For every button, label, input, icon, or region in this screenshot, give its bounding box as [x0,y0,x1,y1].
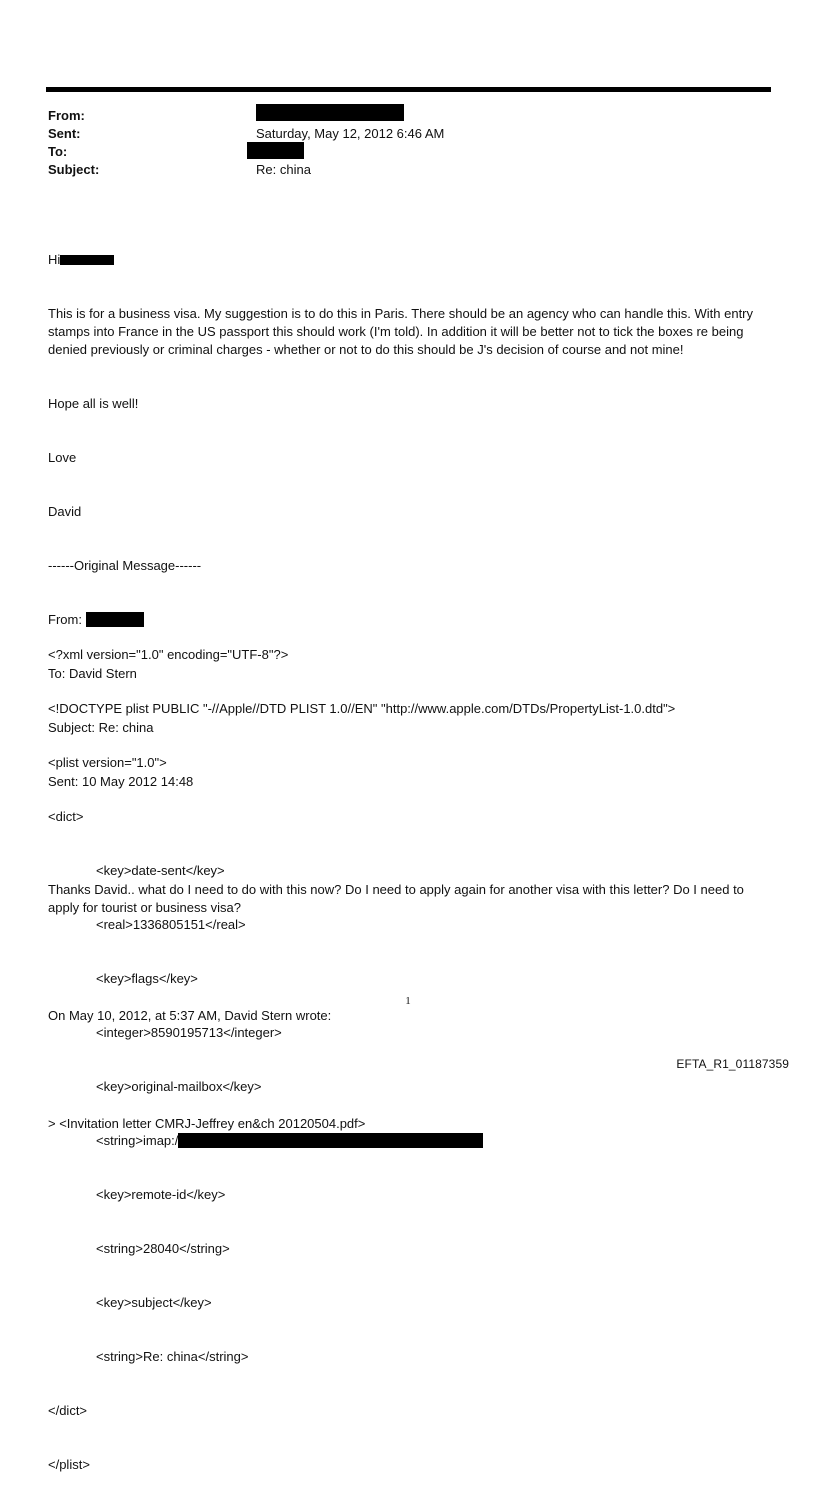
plist-entry: <string>Re: china</string> [96,1349,249,1364]
hope-line: Hope all is well! [48,396,139,411]
original-sent: Sent: 10 May 2012 14:48 [48,774,194,789]
quote-intro: On May 10, 2012, at 5:37 AM, David Stern wrote: [48,1008,332,1023]
plist-close: </plist> [48,1457,90,1472]
plist-open: <plist version="1.0"> [48,755,167,770]
sent-value: Saturday, May 12, 2012 6:46 AM [256,126,445,141]
plist-entry: <string>28040</string> [96,1241,230,1256]
redacted-from [256,104,404,121]
plist-entry: <key>original-mailbox</key> [96,1079,262,1094]
greeting-line [48,251,778,269]
dict-close: </dict> [48,1403,88,1418]
plist-entry-mailbox [48,1132,778,1150]
signature: David [48,504,82,519]
plist-doctype: <!DOCTYPE plist PUBLIC "-//Apple//DTD PLIST 1.0//EN" "http://www.apple.com/DTDs/PropertyList-1.0.dtd"> [48,701,676,716]
attachment-line: > <Invitation letter CMRJ-Jeffrey en&ch 20120504.pdf> [48,1116,366,1131]
love-line: Love [48,450,77,465]
original-to: To: David Stern [48,666,137,681]
original-subject: Subject: Re: china [48,720,154,735]
original-from: From: [48,612,82,627]
page-number: 1 [405,995,411,1007]
dict-open: <dict> [48,809,84,824]
to-label: To: [48,144,68,159]
plist-entry: <string>imap:/ [96,1133,179,1148]
from-label: From: [48,108,85,123]
plist-entry: <key>date-sent</key> [96,863,225,878]
message-paragraph: This is for a business visa. My suggestion is to do this in Paris. There should be an agency who can handle this. With entry stamps into France in the US passport this should work (I'm told). In addition it will be better not to tick the boxes re being denied previously or criminal charges - whether or not to do this should be J's decision of course and not mine! [48,306,754,357]
sent-label: Sent: [48,126,81,141]
plist-entry: <key>remote-id</key> [96,1187,226,1202]
subject-value: Re: china [256,162,311,177]
original-separator: ------Original Message------ [48,558,202,573]
plist-entry: <integer>8590195713</integer> [96,1025,282,1040]
header-rule [46,87,771,92]
subject-label: Subject: [48,162,100,177]
plist-entry: <real>1336805151</real> [96,917,246,932]
redacted-to [247,142,304,159]
plist-entry: <key>flags</key> [96,971,198,986]
xml-declaration: <?xml version="1.0" encoding="UTF-8"?> [48,647,289,662]
plist-block [48,610,778,1492]
bates-stamp: EFTA_R1_01187359 [676,1057,789,1071]
greeting: Hi [48,252,61,267]
plist-entry: <key>subject</key> [96,1295,212,1310]
redacted-mailbox [178,1133,483,1148]
redacted-name [60,255,114,265]
reply-paragraph: Thanks David.. what do I need to do with this now? Do I need to apply again for another visa with this letter? Do I need to apply for tourist or business visa? [48,882,744,915]
